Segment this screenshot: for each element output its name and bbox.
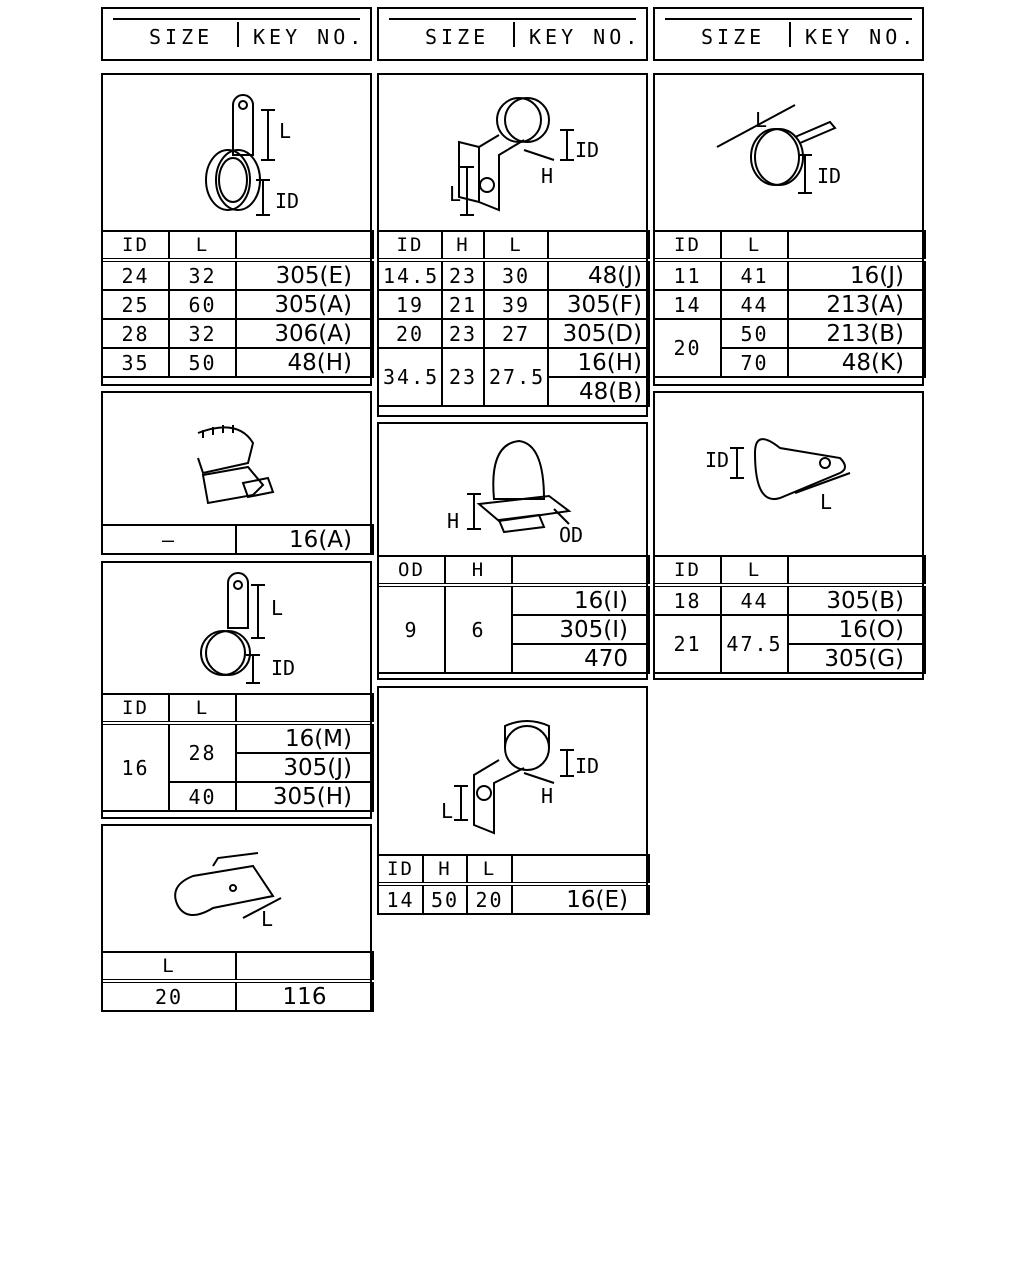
l-cell: 27.5 [484,348,548,406]
col-header: ID [378,855,423,884]
key-cell: 48(J) [548,260,649,290]
table-row [654,260,925,290]
clamp-b-table [377,230,650,407]
clamp-a-drawing [103,75,370,231]
h-cell: 23 [442,348,484,406]
key-cell: 213(A) [788,290,925,319]
svg-text:L: L [261,907,274,931]
svg-text:OD: OD [559,523,584,547]
key-no-label: KEY NO. [805,25,918,49]
col-header: L [169,694,236,723]
svg-text:H: H [447,509,460,533]
panel-clip-i [101,824,372,1012]
panel-clamp-f [653,391,924,680]
id-cell: 25 [102,290,169,319]
col-header: OD [378,556,445,585]
clip-d-drawing [103,393,370,525]
h-cell: 50 [423,884,467,914]
header-box-2 [377,7,648,61]
l-cell: 27 [484,319,548,348]
table-row [378,290,649,319]
clamp-h-drawing [379,688,646,854]
clamp-f-drawing [655,393,922,555]
col-header [236,694,373,723]
clip-i-table [101,951,374,1012]
size-label: SIZE [149,25,214,49]
header-box-3 [653,7,924,61]
key-cell: 16(M) [236,723,373,753]
svg-text:ID: ID [575,754,600,778]
clamp-f-table [653,555,926,674]
panel-clamp-a [101,73,372,386]
key-cell: 16(J) [788,260,925,290]
col-header: ID [378,231,442,260]
id-cell: 21 [654,615,721,673]
table-row [378,585,649,615]
key-cell: 305(E) [236,260,373,290]
key-cell: 16(A) [236,525,373,554]
size-label: SIZE [701,25,766,49]
key-cell: 16(O) [788,615,925,644]
l-cell: 47.5 [721,615,788,673]
table-row [654,585,925,615]
key-no-label: KEY NO. [529,25,642,49]
col-header [236,952,373,981]
size-label: SIZE [425,25,490,49]
table-row [378,319,649,348]
id-cell: 16 [102,723,169,811]
table-row [102,525,373,554]
clip-d-table [101,524,374,555]
size-cell: — [102,525,236,554]
key-cell: 305(I) [512,615,649,644]
clamp-c-drawing [655,75,922,231]
panel-clip-d [101,391,372,555]
key-cell: 305(A) [236,290,373,319]
key-cell: 305(F) [548,290,649,319]
col-header: H [445,556,512,585]
panel-clamp-h [377,686,648,915]
col-header: L [721,556,788,585]
id-cell: 18 [654,585,721,615]
key-cell: 470 [512,644,649,673]
l-cell: 32 [169,319,236,348]
table-row [102,723,373,753]
l-cell: 44 [721,290,788,319]
dim-label: L [279,119,292,143]
key-cell: 305(D) [548,319,649,348]
id-cell: 14.5 [378,260,442,290]
clamp-b-drawing [379,75,646,231]
col-header [236,231,373,260]
h-cell: 23 [442,319,484,348]
key-cell: 48(H) [236,348,373,377]
col-header: ID [654,231,721,260]
id-cell: 14 [378,884,423,914]
table-row [102,981,373,1011]
key-cell: 305(J) [236,753,373,782]
col-header [788,231,925,260]
l-cell: 70 [721,348,788,377]
svg-text:ID: ID [271,656,296,680]
svg-text:ID: ID [817,164,842,188]
col-header: H [442,231,484,260]
key-cell: 305(G) [788,644,925,673]
key-cell: 306(A) [236,319,373,348]
l-cell: 30 [484,260,548,290]
clamp-g-drawing [103,563,370,693]
panel-clip-e [377,422,648,680]
clip-i-drawing [103,826,370,952]
clamp-c-table [653,230,926,378]
table-row [378,348,649,377]
col-header: L [102,952,236,981]
panel-clamp-g [101,561,372,819]
l-cell: 60 [169,290,236,319]
col-header: ID [102,231,169,260]
col-header [512,556,649,585]
clamp-g-table [101,693,374,812]
table-row [102,260,373,290]
col-header: L [484,231,548,260]
id-cell: 24 [102,260,169,290]
clip-e-table [377,555,650,674]
key-cell: 16(E) [512,884,649,914]
key-cell: 16(I) [512,585,649,615]
table-row [654,615,925,644]
table-row [654,319,925,348]
svg-text:ID: ID [705,448,730,472]
h-cell: 21 [442,290,484,319]
l-cell: 20 [467,884,512,914]
key-no-label: KEY NO. [253,25,366,49]
key-cell: 116 [236,981,373,1011]
col-header [548,231,649,260]
clamp-h-table [377,854,650,915]
l-cell: 50 [721,319,788,348]
key-cell: 305(H) [236,782,373,811]
table-row [378,260,649,290]
col-header [512,855,649,884]
key-cell: 16(H) [548,348,649,377]
id-cell: 19 [378,290,442,319]
id-cell: 20 [654,319,721,377]
svg-text:L: L [820,490,833,514]
h-cell: 23 [442,260,484,290]
l-cell: 50 [169,348,236,377]
l-cell: 44 [721,585,788,615]
header-box-1 [101,7,372,61]
table-row [102,319,373,348]
table-row [102,290,373,319]
panel-clamp-b [377,73,648,417]
svg-text:H: H [541,164,554,188]
svg-text:L: L [271,596,284,620]
h-cell: 6 [445,585,512,673]
panel-clamp-c [653,73,924,386]
col-header: L [721,231,788,260]
col-header: L [169,231,236,260]
svg-text:ID: ID [575,138,600,162]
table-row [102,348,373,377]
col-header: ID [102,694,169,723]
l-cell: 32 [169,260,236,290]
table-row [378,884,649,914]
svg-text:H: H [541,784,554,808]
id-cell: 35 [102,348,169,377]
col-header [788,556,925,585]
id-cell: 11 [654,260,721,290]
key-cell: 48(K) [788,348,925,377]
dim-label: ID [275,189,300,213]
id-cell: 28 [102,319,169,348]
l-cell: 20 [102,981,236,1011]
col-header: ID [654,556,721,585]
clip-e-drawing [379,424,646,556]
table-row [654,290,925,319]
l-cell: 28 [169,723,236,782]
l-cell: 40 [169,782,236,811]
id-cell: 14 [654,290,721,319]
l-cell: 39 [484,290,548,319]
svg-text:L: L [441,799,454,823]
key-cell: 48(B) [548,377,649,406]
id-cell: 34.5 [378,348,442,406]
id-cell: 20 [378,319,442,348]
key-cell: 213(B) [788,319,925,348]
col-header: L [467,855,512,884]
svg-text:L: L [449,182,462,206]
od-cell: 9 [378,585,445,673]
svg-text:L: L [755,108,768,132]
clamp-a-table [101,230,374,378]
key-cell: 305(B) [788,585,925,615]
col-header: H [423,855,467,884]
l-cell: 41 [721,260,788,290]
